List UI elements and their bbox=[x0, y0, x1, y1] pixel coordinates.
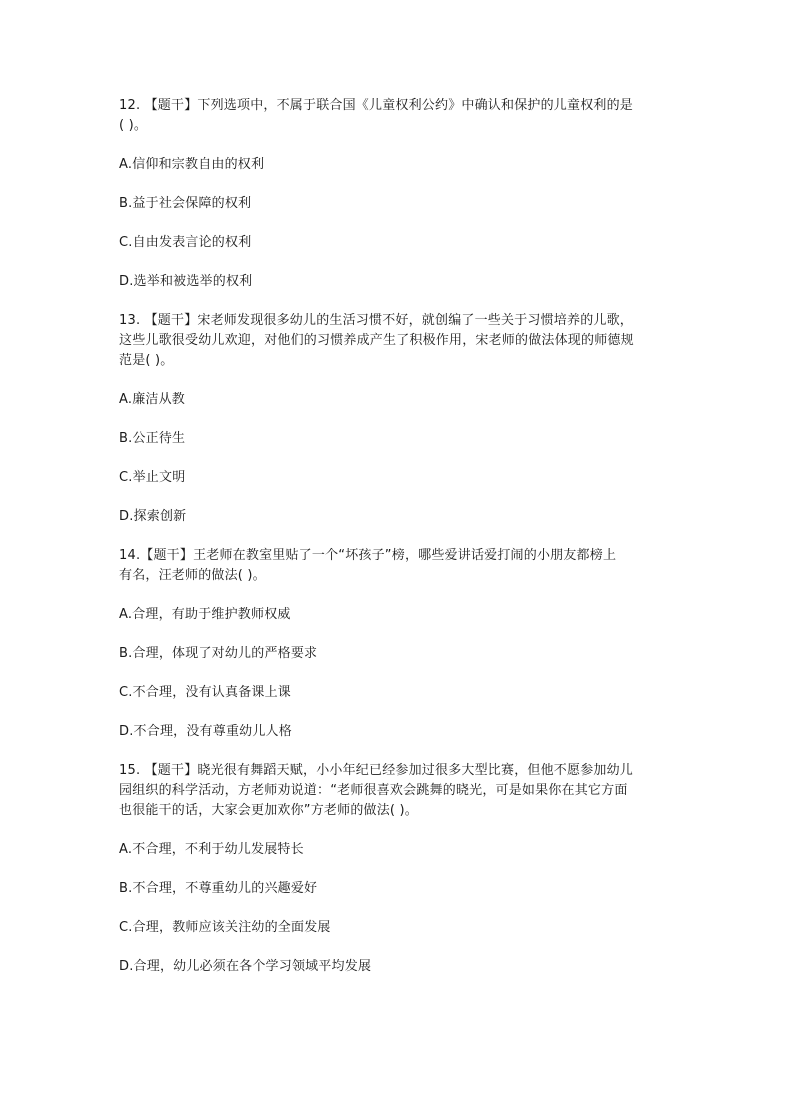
stem-line: 园组织的科学活动，方老师劝说道：“老师很喜欢会跳舞的晓光，可是如果你在其它方面 bbox=[119, 783, 628, 798]
question-stem bbox=[119, 311, 679, 371]
stem-line: 范是( )。 bbox=[119, 353, 174, 368]
option-a: A.合理，有助于维护教师权威 bbox=[119, 607, 291, 622]
question-14 bbox=[119, 546, 679, 742]
option-a: A.不合理，不利于幼儿发展特长 bbox=[119, 842, 304, 857]
option-d: D.不合理，没有尊重幼儿人格 bbox=[119, 724, 292, 739]
stem-line: 13. 【题干】宋老师发现很多幼儿的生活习惯不好，就创编了一些关于习惯培养的儿歌， bbox=[119, 313, 634, 328]
option-d: D.选举和被选举的权利 bbox=[119, 274, 253, 289]
stem-line: 15. 【题干】晓光很有舞蹈天赋，小小年纪已经参加过很多大型比赛，但他不愿参加幼儿 bbox=[119, 763, 634, 778]
question-stem bbox=[119, 761, 679, 821]
question-stem bbox=[119, 96, 679, 136]
option-a: A.廉洁从教 bbox=[119, 392, 185, 407]
option-a: A.信仰和宗教自由的权利 bbox=[119, 157, 265, 172]
option-d: D.探索创新 bbox=[119, 509, 187, 524]
option-b: B.合理，体现了对幼儿的严格要求 bbox=[119, 646, 318, 661]
stem-line: 这些儿歌很受幼儿欢迎，对他们的习惯养成产生了积极作用，宋老师的做法体现的师德规 bbox=[119, 333, 634, 348]
option-b: B.公正待生 bbox=[119, 431, 186, 446]
question-13 bbox=[119, 311, 679, 527]
option-c: C.合理，教师应该关注幼的全面发展 bbox=[119, 920, 331, 935]
stem-line: 有名，汪老师的做法( )。 bbox=[119, 568, 266, 583]
option-c: C.自由发表言论的权利 bbox=[119, 235, 252, 250]
option-b: B.不合理，不尊重幼儿的兴趣爱好 bbox=[119, 881, 318, 896]
question-page bbox=[119, 96, 679, 977]
option-d: D.合理，幼儿必须在各个学习领域平均发展 bbox=[119, 959, 372, 974]
option-c: C.举止文明 bbox=[119, 470, 186, 485]
stem-line: ( )。 bbox=[119, 118, 148, 133]
option-c: C.不合理，没有认真备课上课 bbox=[119, 685, 292, 700]
question-stem bbox=[119, 546, 679, 586]
question-15 bbox=[119, 761, 679, 977]
stem-line: 12. 【题干】下列选项中，不属于联合国《儿童权利公约》中确认和保护的儿童权利的是 bbox=[119, 98, 634, 113]
option-b: B.益于社会保障的权利 bbox=[119, 196, 252, 211]
stem-line: 也很能干的话，大家会更加欢你”方老师的做法( )。 bbox=[119, 803, 419, 818]
stem-line: 14.【题干】王老师在教室里贴了一个“坏孩子”榜，哪些爱讲话爱打闹的小朋友都榜上 bbox=[119, 548, 617, 563]
question-12 bbox=[119, 96, 679, 292]
